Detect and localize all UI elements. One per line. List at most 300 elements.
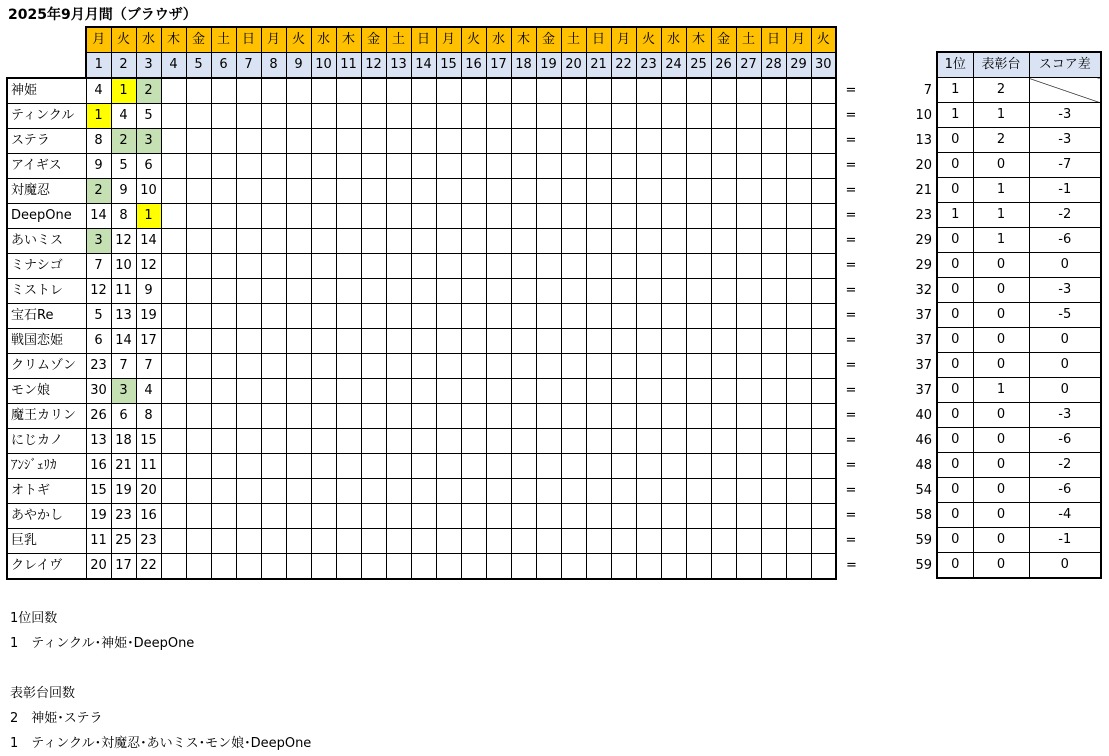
- rank-cell: [361, 154, 386, 179]
- rank-cell: [511, 304, 536, 329]
- stats-row: [937, 403, 1101, 428]
- rank-cell: [261, 204, 286, 229]
- rank-cell: [761, 154, 786, 179]
- rank-cell: [261, 354, 286, 379]
- rank-cell: 6: [86, 329, 111, 354]
- rank-cell: [736, 104, 761, 129]
- podium-count-cell: 0: [973, 453, 1029, 478]
- weekday-header: 日: [411, 27, 436, 53]
- rank-cell: [486, 229, 511, 254]
- first-count-cell: 0: [937, 353, 973, 378]
- rank-cell: [561, 354, 586, 379]
- total-cell: 20: [915, 158, 932, 173]
- rank-cell: [161, 229, 186, 254]
- rank-cell: [411, 329, 436, 354]
- rank-cell: [486, 354, 511, 379]
- rank-cell: [661, 78, 686, 104]
- rank-cell: [436, 354, 461, 379]
- rank-cell: [811, 254, 836, 279]
- rank-cell: [736, 204, 761, 229]
- rank-cell: [386, 78, 411, 104]
- podium-count-line: 1 ティンクル･対魔忍･あいミス･モン娘･DeepOne: [10, 736, 312, 751]
- weekday-header: 月: [611, 27, 636, 53]
- rank-cell: [311, 78, 336, 104]
- rank-cell: [636, 78, 661, 104]
- rank-cell: [636, 129, 661, 154]
- rank-cell: [211, 204, 236, 229]
- rank-cell: [261, 129, 286, 154]
- score-diff-cell: -6: [1029, 478, 1101, 503]
- rank-cell: [186, 404, 211, 429]
- rank-cell: [686, 304, 711, 329]
- rank-cell: [211, 454, 236, 479]
- rank-cell: [186, 554, 211, 580]
- rank-cell: [586, 104, 611, 129]
- rank-cell: [561, 379, 586, 404]
- equals-sign: =: [845, 433, 857, 448]
- day-header: 7: [236, 53, 261, 79]
- day-header: 22: [611, 53, 636, 79]
- equals-sign: =: [845, 283, 857, 298]
- rank-cell: [586, 204, 611, 229]
- rank-cell: [186, 504, 211, 529]
- rank-cell: 26: [86, 404, 111, 429]
- rank-cell: [611, 354, 636, 379]
- rank-cell: [411, 504, 436, 529]
- podium-count-cell: 0: [973, 503, 1029, 528]
- rank-cell: [486, 154, 511, 179]
- rank-cell: [511, 454, 536, 479]
- rank-cell: [736, 554, 761, 580]
- rank-cell: [536, 379, 561, 404]
- rank-cell: [236, 154, 261, 179]
- rank-cell: [736, 229, 761, 254]
- weekday-header: 月: [261, 27, 286, 53]
- rank-cell: [561, 329, 586, 354]
- rank-cell: [461, 129, 486, 154]
- rank-cell: [711, 379, 736, 404]
- title-name-cell: モン娘: [7, 379, 86, 404]
- podium-count-cell: 0: [973, 278, 1029, 303]
- title-name-cell: ステラ: [7, 129, 86, 154]
- rank-cell: [186, 104, 211, 129]
- rank-cell: [411, 529, 436, 554]
- weekday-header: 木: [511, 27, 536, 53]
- equals-sign: =: [845, 158, 857, 173]
- total-cell: 37: [915, 333, 932, 348]
- rank-cell: [511, 154, 536, 179]
- rank-cell: [286, 504, 311, 529]
- rank-cell: [586, 304, 611, 329]
- rank-cell: [661, 479, 686, 504]
- total-cell: 13: [915, 133, 932, 148]
- rank-cell: [211, 129, 236, 154]
- rank-cell: 6: [136, 154, 161, 179]
- rank-cell: [361, 279, 386, 304]
- rank-cell: [511, 329, 536, 354]
- rank-cell: [486, 404, 511, 429]
- rank-cell: [611, 279, 636, 304]
- rank-cell: [811, 279, 836, 304]
- podium-count-cell: 0: [973, 403, 1029, 428]
- rank-cell: [211, 554, 236, 580]
- day-header: 5: [186, 53, 211, 79]
- rank-cell: [361, 404, 386, 429]
- rank-cell: [786, 254, 811, 279]
- rank-cell: [586, 279, 611, 304]
- total-cell: 59: [915, 558, 932, 574]
- rank-cell: [536, 504, 561, 529]
- rank-cell: [786, 354, 811, 379]
- stats-row: [937, 353, 1101, 378]
- rank-cell: [761, 429, 786, 454]
- rank-cell: [161, 304, 186, 329]
- rank-cell: [711, 529, 736, 554]
- table-row: [7, 129, 936, 154]
- rank-cell: [536, 279, 561, 304]
- day-header: 11: [336, 53, 361, 79]
- rank-cell: [186, 78, 211, 104]
- rank-cell: [811, 454, 836, 479]
- equals-sign: =: [845, 408, 857, 423]
- rank-cell: [436, 529, 461, 554]
- stats-row: [937, 503, 1101, 528]
- total-cell: 7: [923, 82, 932, 98]
- rank-cell: [661, 379, 686, 404]
- rank-cell: [286, 304, 311, 329]
- rank-cell: [236, 454, 261, 479]
- rank-cell: 1: [86, 104, 111, 129]
- rank-cell: [636, 529, 661, 554]
- day-header: 12: [361, 53, 386, 79]
- rank-cell: [486, 454, 511, 479]
- sheet-title: 2025年9月月間（ブラウザ）: [8, 7, 197, 23]
- rank-cell: [586, 429, 611, 454]
- rank-cell: [186, 279, 211, 304]
- rank-cell: [786, 479, 811, 504]
- rank-cell: [786, 329, 811, 354]
- rank-cell: [611, 78, 636, 104]
- rank-cell: 7: [86, 254, 111, 279]
- rank-cell: [661, 104, 686, 129]
- rank-cell: [486, 78, 511, 104]
- rank-cell: [461, 479, 486, 504]
- stats-table: [936, 51, 1102, 579]
- title-name-cell: クリムゾン: [7, 354, 86, 379]
- rank-cell: [236, 379, 261, 404]
- rank-cell: [686, 154, 711, 179]
- rank-cell: 11: [136, 454, 161, 479]
- rank-cell: [761, 204, 786, 229]
- rank-cell: [186, 129, 211, 154]
- rank-cell: [811, 179, 836, 204]
- rank-cell: [561, 529, 586, 554]
- rank-cell: [286, 78, 311, 104]
- rank-cell: [311, 129, 336, 154]
- rank-cell: [636, 504, 661, 529]
- score-diff-cell: 0: [1029, 253, 1101, 278]
- rank-cell: [661, 279, 686, 304]
- rank-cell: [711, 429, 736, 454]
- table-row: [7, 404, 936, 429]
- rank-cell: 19: [86, 504, 111, 529]
- stats-header: 1位: [937, 52, 973, 78]
- rank-cell: 4: [136, 379, 161, 404]
- rank-cell: [561, 504, 586, 529]
- rank-cell: [261, 529, 286, 554]
- rank-cell: [336, 529, 361, 554]
- rank-cell: [386, 104, 411, 129]
- rank-cell: [661, 179, 686, 204]
- rank-cell: 30: [86, 379, 111, 404]
- rank-cell: [411, 229, 436, 254]
- rank-cell: 10: [136, 179, 161, 204]
- total-cell: 48: [915, 458, 932, 473]
- rank-cell: [761, 329, 786, 354]
- rank-cell: [161, 154, 186, 179]
- day-header: 30: [811, 53, 836, 79]
- rank-cell: [261, 254, 286, 279]
- rank-cell: [736, 529, 761, 554]
- rank-cell: [786, 104, 811, 129]
- rank-cell: [286, 429, 311, 454]
- rank-cell: [386, 479, 411, 504]
- rank-cell: [211, 329, 236, 354]
- score-diff-cell: -5: [1029, 303, 1101, 328]
- rank-cell: [261, 179, 286, 204]
- rank-cell: [336, 504, 361, 529]
- rank-cell: [736, 179, 761, 204]
- rank-cell: [461, 179, 486, 204]
- rank-cell: [436, 429, 461, 454]
- rank-cell: [336, 479, 361, 504]
- first-count-cell: 0: [937, 303, 973, 328]
- rank-cell: [536, 354, 561, 379]
- rank-cell: [761, 254, 786, 279]
- rank-cell: [636, 404, 661, 429]
- rank-cell: [586, 404, 611, 429]
- podium-count-cell: 0: [973, 328, 1029, 353]
- rank-cell: [586, 504, 611, 529]
- rank-cell: [161, 354, 186, 379]
- rank-cell: [311, 554, 336, 580]
- rank-cell: 5: [111, 154, 136, 179]
- rank-cell: [161, 179, 186, 204]
- stats-row: [937, 203, 1101, 228]
- rank-cell: [586, 529, 611, 554]
- rank-cell: [161, 129, 186, 154]
- score-diff-cell: 0: [1029, 353, 1101, 378]
- rank-cell: [311, 229, 336, 254]
- rank-cell: [236, 254, 261, 279]
- rank-cell: [386, 304, 411, 329]
- total-cell: 21: [915, 183, 932, 198]
- weekday-header: 日: [761, 27, 786, 53]
- rank-cell: 13: [86, 429, 111, 454]
- rank-cell: [261, 404, 286, 429]
- rank-cell: [736, 379, 761, 404]
- total-cell: 32: [915, 283, 932, 298]
- rank-cell: [686, 78, 711, 104]
- day-header: 21: [586, 53, 611, 79]
- rank-cell: [211, 179, 236, 204]
- rank-cell: 2: [86, 179, 111, 204]
- rank-cell: [336, 354, 361, 379]
- rank-cell: [186, 254, 211, 279]
- rank-cell: [286, 529, 311, 554]
- rank-cell: [361, 554, 386, 580]
- rank-cell: 12: [86, 279, 111, 304]
- first-count-cell: 0: [937, 153, 973, 178]
- rank-cell: [686, 104, 711, 129]
- weekday-header: 木: [336, 27, 361, 53]
- rank-cell: 16: [136, 504, 161, 529]
- rank-cell: 4: [86, 78, 111, 104]
- rank-cell: [161, 254, 186, 279]
- title-name-cell: アイギス: [7, 154, 86, 179]
- weekday-header: 火: [811, 27, 836, 53]
- rank-cell: [236, 329, 261, 354]
- rank-cell: [661, 254, 686, 279]
- rank-cell: [686, 504, 711, 529]
- rank-cell: [436, 379, 461, 404]
- table-row: [7, 78, 936, 104]
- total-cell: 59: [915, 533, 932, 548]
- rank-cell: [761, 229, 786, 254]
- rank-cell: [511, 404, 536, 429]
- rank-cell: [436, 279, 461, 304]
- rank-cell: [686, 254, 711, 279]
- rank-cell: [386, 429, 411, 454]
- rank-cell: [461, 529, 486, 554]
- rank-cell: [486, 129, 511, 154]
- rank-cell: [461, 78, 486, 104]
- podium-count-cell: 1: [973, 103, 1029, 128]
- rank-cell: [336, 329, 361, 354]
- first-count-title: 1位回数: [10, 611, 58, 626]
- table-row: [7, 229, 936, 254]
- rank-cell: [411, 304, 436, 329]
- rank-cell: [311, 254, 336, 279]
- rank-cell: [586, 229, 611, 254]
- rank-cell: [636, 554, 661, 580]
- rank-cell: 20: [136, 479, 161, 504]
- stats-row: [937, 228, 1101, 253]
- rank-cell: [486, 379, 511, 404]
- weekday-header: 日: [586, 27, 611, 53]
- score-diff-cell: -7: [1029, 153, 1101, 178]
- rank-cell: [236, 304, 261, 329]
- rank-cell: [236, 129, 261, 154]
- rank-cell: [161, 454, 186, 479]
- podium-count-cell: 2: [973, 78, 1029, 103]
- rank-cell: 1: [111, 78, 136, 104]
- podium-count-title: 表彰台回数: [10, 686, 76, 701]
- rank-cell: [436, 329, 461, 354]
- rank-cell: [486, 279, 511, 304]
- rank-cell: [486, 254, 511, 279]
- rank-cell: [186, 454, 211, 479]
- table-row: [7, 554, 936, 580]
- rank-cell: [761, 304, 786, 329]
- first-count-cell: 0: [937, 253, 973, 278]
- rank-cell: [261, 379, 286, 404]
- rank-cell: [336, 204, 361, 229]
- table-row: [7, 479, 936, 504]
- rank-cell: [411, 354, 436, 379]
- total-cell: 37: [915, 308, 932, 323]
- first-count-cell: 0: [937, 228, 973, 253]
- rank-cell: [536, 329, 561, 354]
- rank-cell: [736, 78, 761, 104]
- rank-cell: [386, 154, 411, 179]
- rank-cell: [561, 179, 586, 204]
- score-diff-cell: -3: [1029, 278, 1101, 303]
- title-name-cell: 魔王カリン: [7, 404, 86, 429]
- table-row: [7, 454, 936, 479]
- rank-cell: [561, 254, 586, 279]
- score-diff-cell: [1029, 78, 1101, 103]
- equals-sign: =: [845, 208, 857, 223]
- rank-cell: [711, 404, 736, 429]
- rank-cell: [336, 554, 361, 580]
- rank-cell: [711, 354, 736, 379]
- rank-cell: [211, 229, 236, 254]
- score-diff-cell: 0: [1029, 328, 1101, 353]
- rank-cell: [636, 279, 661, 304]
- rank-cell: [611, 229, 636, 254]
- equals-sign: =: [845, 308, 857, 323]
- rank-cell: [811, 354, 836, 379]
- rank-cell: [811, 104, 836, 129]
- rank-cell: [636, 254, 661, 279]
- rank-cell: 14: [86, 204, 111, 229]
- rank-cell: [461, 429, 486, 454]
- rank-cell: [736, 354, 761, 379]
- total-cell: 10: [915, 108, 932, 123]
- rank-cell: [586, 354, 611, 379]
- rank-cell: [461, 379, 486, 404]
- rank-cell: [211, 104, 236, 129]
- rank-cell: [686, 454, 711, 479]
- equals-sign: =: [845, 258, 857, 273]
- score-diff-cell: -4: [1029, 503, 1101, 528]
- rank-cell: [711, 554, 736, 580]
- rank-cell: [386, 554, 411, 580]
- rank-cell: [436, 78, 461, 104]
- rank-cell: 5: [86, 304, 111, 329]
- rank-cell: [736, 404, 761, 429]
- first-count-cell: 0: [937, 503, 973, 528]
- rank-cell: [686, 129, 711, 154]
- rank-cell: [436, 104, 461, 129]
- rank-cell: [186, 329, 211, 354]
- first-count-cell: 1: [937, 78, 973, 103]
- rank-cell: [386, 529, 411, 554]
- rank-cell: [811, 154, 836, 179]
- rank-cell: [786, 554, 811, 580]
- stats-row: [937, 453, 1101, 478]
- weekday-header: 水: [136, 27, 161, 53]
- rank-cell: [411, 129, 436, 154]
- rank-cell: [436, 454, 461, 479]
- rank-cell: [336, 304, 361, 329]
- rank-cell: [561, 154, 586, 179]
- rank-cell: [636, 304, 661, 329]
- rank-cell: 20: [86, 554, 111, 580]
- podium-count-cell: 0: [973, 478, 1029, 503]
- rank-cell: [536, 554, 561, 580]
